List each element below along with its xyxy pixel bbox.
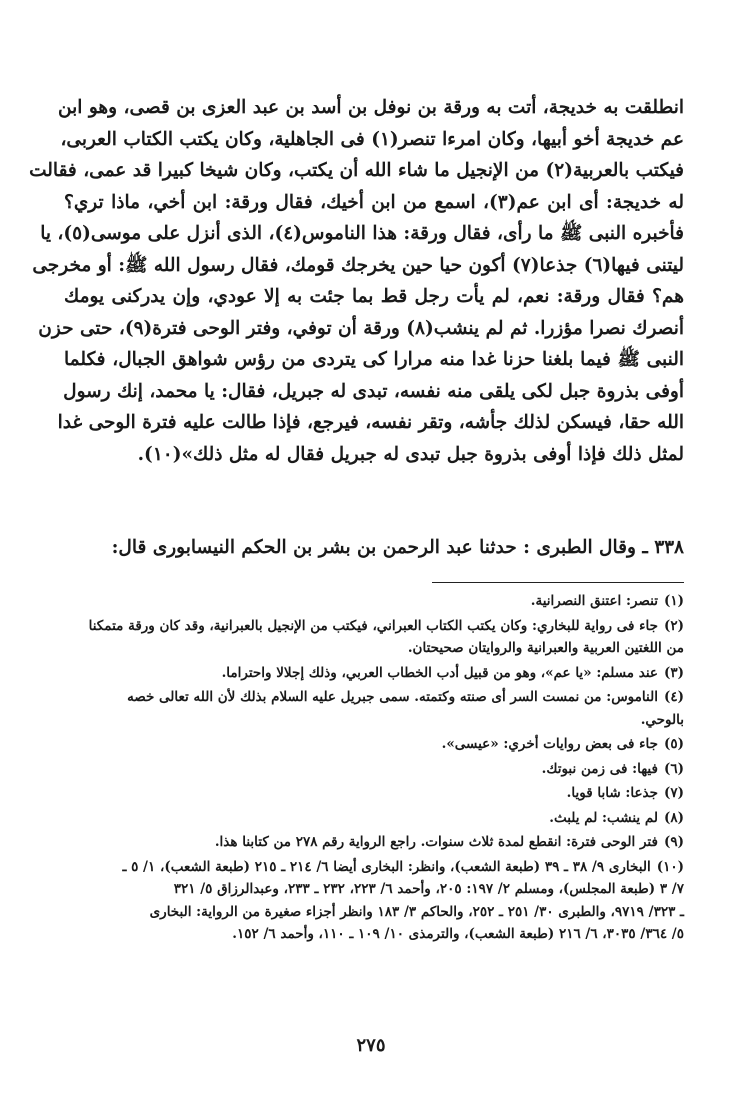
text-line: له خديجة: أى ابن عم(٣)، اسمع من ابن أخيك، فقال ورقة: ابن أخي، ماذا تري؟ xyxy=(64,191,684,213)
text-line: انطلقت به خديجة، أتت به ورقة بن نوفل بن أسد بن عبد العزى بن قصى، وهو ابن xyxy=(58,97,684,118)
footnotes xyxy=(64,590,684,948)
text-line: أوفى بذروة جبل لكى يلقى منه نفسه، تبدى له جبريل، فقال: يا محمد، إنك رسول xyxy=(63,380,684,402)
footnote-text: من اللغتين العربية والعبرانية والروايتان صحيحتان. xyxy=(407,640,684,656)
footnote-text: فيها: فى زمن نبوتك. xyxy=(541,760,658,777)
footnote-text: جاء فى بعض روايات أخري: «عيسى». xyxy=(441,736,658,752)
text-line: ليتنى فيها(٦) جذعا(٧) أكون حيا حين يخرجك قومك، فقال رسول الله ﷺ: أو مخرجى xyxy=(32,254,684,276)
text-line-last: لمثل ذلك فإذا أوفى بذروة جبل تبدى له جبريل فقال له مثل ذلك»(١٠). xyxy=(137,443,684,465)
main-text xyxy=(29,92,684,470)
text-line: أنصرك نصرا مؤزرا. ثم لم ينشب(٨) ورقة أن توفي، وفتر الوحى فترة(٩)، حتى حزن xyxy=(38,317,684,339)
footnote xyxy=(64,615,684,660)
footnote xyxy=(64,590,684,613)
footnote xyxy=(64,662,684,685)
footnote-number: (٩) xyxy=(663,834,684,850)
footnote xyxy=(64,782,684,805)
footnote-text: فتر الوحى فترة: انقطع لمدة ثلاث سنوات. راجع الرواية رقم ٢٧٨ من كتابنا هذا. xyxy=(214,834,658,850)
footnote-text: عند مسلم: «يا عم»، وهو من قبيل أدب الخطاب العربي، وذلك إجلالا واحتراما. xyxy=(221,664,658,681)
footnote-text: بالوحي. xyxy=(640,711,684,728)
footnote xyxy=(64,758,684,781)
footnote-text: لم ينشب: لم يلبث. xyxy=(549,809,658,826)
footnote-number: (٥) xyxy=(663,736,684,752)
footnote-number: (٣) xyxy=(663,664,684,681)
footnote xyxy=(64,831,684,854)
footnote xyxy=(64,807,684,830)
footnote-text: جاء فى رواية للبخاري: وكان يكتب الكتاب العبراني، فيكتب من الإنجيل بالعبرانية، وقد كان ورقة متمكنا xyxy=(88,617,658,634)
footnote xyxy=(64,686,684,731)
footnote-number: (٨) xyxy=(663,809,684,826)
text-line: عم خديجة أخو أبيها، وكان امرءا تنصر(١) فى الجاهلية، وكان يكتب الكتاب العربى، xyxy=(60,128,684,150)
footnote-number: (٢) xyxy=(663,617,684,634)
footnote-text: ـ ٣٢٣/ ٩٧١٩، والطبرى ٣٠/ ٢٥١ ـ ٢٥٢، والحاكم ٣/ ١٨٣ وانظر أجزاء صغيرة من الرواية: البخارى xyxy=(149,903,684,920)
footnote-text: الناموس: من نمست السر أى صنته وكتمته. سمى جبريل عليه السلام بذلك لأن الله تعالى خصه xyxy=(127,689,658,705)
page-number: ٢٧٥ xyxy=(356,1035,386,1056)
next-hadith-heading: ٣٣٨ ـ وقال الطبرى : حدثنا عبد الرحمن بن بشر بن الحكم النيسابورى قال: xyxy=(111,537,684,558)
footnote xyxy=(64,856,684,946)
text-line: فيكتب بالعربية(٢) من الإنجيل ما شاء الله أن يكتب، وكان شيخا كبيرا قد عمى، فقالت xyxy=(29,160,684,181)
footnote-number: (١) xyxy=(663,593,684,609)
footnote-text: جذعا: شابا قويا. xyxy=(566,785,658,801)
footnote-number: (٤) xyxy=(663,689,684,705)
footnote-text: البخارى ٩/ ٣٨ ـ ٣٩ (طبعة الشعب)، وانظر: البخارى أيضا ٦/ ٢١٤ ـ ٢١٥ (طبعة الشعب)، ١/ ٥ ـ xyxy=(122,858,651,875)
footnote-text: ٥/ ٣٦٤/ ٣٠٣٥، ٦/ ٢١٦ (طبعة الشعب)، والترمذى ١٠/ ١٠٩ ـ ١١٠، وأحمد ٦/ ١٥٢. xyxy=(232,926,684,942)
footnote-text: تنصر: اعتنق النصرانية. xyxy=(530,593,658,609)
footnote-number: (٦) xyxy=(663,760,684,777)
footnote-number: (١٠) xyxy=(656,858,684,875)
text-line: الله حقا، فيسكن لذلك جأشه، وتقر نفسه، فيرجع، فإذا طالت عليه فترة الوحى غدا xyxy=(57,412,684,433)
footnote xyxy=(64,733,684,756)
text-line: النبى ﷺ فيما بلغنا حزنا غدا منه مرارا كى يتردى من رؤس شواهق الجبال، فكلما xyxy=(64,349,684,370)
footnote-divider xyxy=(432,582,684,583)
text-line: هم؟ فقال ورقة: نعم، لم يأت رجل قط بما جئت به إلا عودي، وإن يدركنى يومك xyxy=(64,286,684,307)
footnote-text: ٧/ ٣ (طبعة المجلس)، ومسلم ٢/ ١٩٧: ٢٠٥، وأحمد ٦/ ٢٢٣، ٢٣٢ ـ ٢٣٣، وعبدالرزاق ٥/ ٣٢١ xyxy=(173,881,684,897)
footnote-number: (٧) xyxy=(663,785,684,801)
text-line: فأخبره النبى ﷺ ما رأى، فقال ورقة: هذا الناموس(٤)، الذى أنزل على موسى(٥)، يا xyxy=(40,223,684,244)
